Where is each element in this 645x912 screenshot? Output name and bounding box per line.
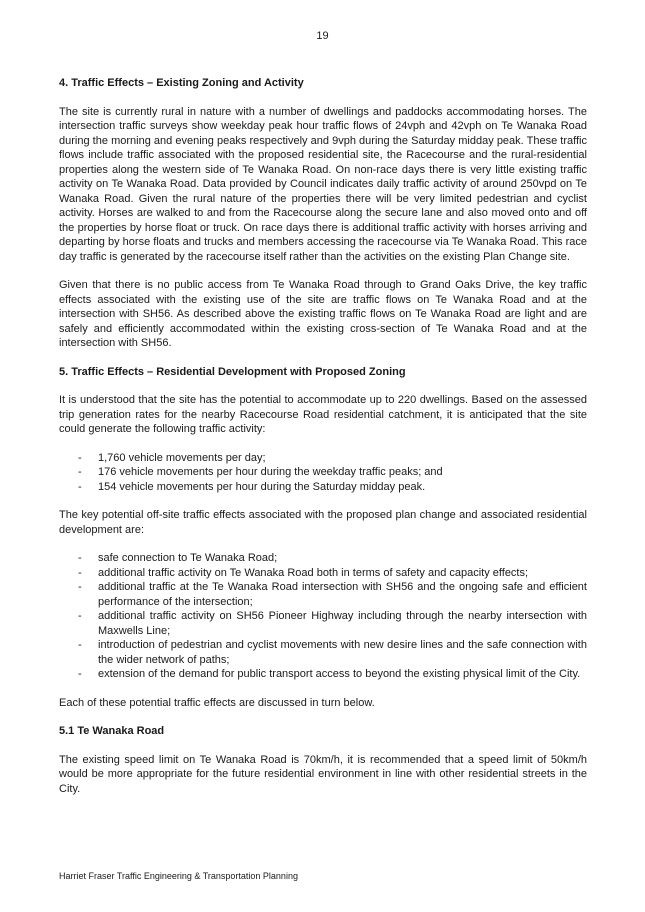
list-item: - 154 vehicle movements per hour during the Saturday midday peak. [59,480,587,495]
section-4-heading: 4. Traffic Effects – Existing Zoning and Activity [59,77,304,89]
section-5-paragraph-1: It is understood that the site has the potential to accommodate up to 220 dwellings. Based on the assessed trip generation rates for the nearby Racecourse Road residential catchment, it is anticipated that the site could generate the following traffic activity: [59,394,587,435]
traffic-activity-list [59,451,587,495]
list-item: - additional traffic activity on Te Wanaka Road both in terms of safety and capacity effects; [59,566,587,581]
section-5-paragraph-3: Each of these potential traffic effects are discussed in turn below. [59,696,375,709]
section-5-heading: 5. Traffic Effects – Residential Development with Proposed Zoning [59,365,406,378]
page-number: 19 [316,30,329,42]
section-5-1-paragraph-1: The existing speed limit on Te Wanaka Road is 70km/h, it is recommended that a speed limit of 50km/h would be more appropriate for the future residential environment in line with other residential streets in the City. [59,753,587,795]
page-footer: Harriet Fraser Traffic Engineering & Transportation Planning [59,871,298,881]
section-5-paragraph-2: The key potential off-site traffic effects associated with the proposed plan change and associated residential development are: [59,509,587,536]
section-4-paragraph-1: The site is currently rural in nature with a number of dwellings and paddocks accommodating horses. The intersection traffic surveys show weekday peak hour traffic flows of 24vph and 42vph on Te Wanaka Road during the morning and evening peaks respectively and 9vph during the Saturday midday peak. These traffic flows include traffic associated with the proposed residential site, the Racecourse and the rural-residential properties along the western side of Te Wanaka Road. On non-race days there is very little existing traffic activity on Te Wanaka Road. Data provided by Council indicates daily traffic activity of around 250vpd on Te Wanaka Road. Given the rural nature of the properties there will be very limited pedestrian and cyclist activity. Horses are walked to and from the Racecourse along the secure lane and also moved onto and off the properties by horse float or truck. On race days there is additional traffic activity with horses arriving and departing by horse floats and trucks and members accessing the racecourse via Te Wanaka Road. This race day traffic is generated by the racecourse itself rather than the activities on the existing Plan Change site. [59,105,587,263]
document-body [59,76,587,810]
list-item: - 176 vehicle movements per hour during the weekday traffic peaks; and [59,465,587,480]
list-item: - additional traffic activity on SH56 Pioneer Highway including through the nearby intersection with Maxwells Line; [59,609,587,638]
list-item: - extension of the demand for public transport access to beyond the existing physical limit of the City. [59,667,587,682]
list-item: - additional traffic at the Te Wanaka Road intersection with SH56 and the ongoing safe and efficient performance of the intersection; [59,580,587,609]
list-item: - 1,760 vehicle movements per day; [59,451,587,466]
list-item: - introduction of pedestrian and cyclist movements with new desire lines and the safe connection with the wider network of paths; [59,638,587,667]
section-5-1-heading: 5.1 Te Wanaka Road [59,725,165,737]
list-item: - safe connection to Te Wanaka Road; [59,551,587,566]
traffic-effects-list [59,551,587,682]
section-4-paragraph-2: Given that there is no public access from Te Wanaka Road through to Grand Oaks Drive, the key traffic effects associated with the existing use of the site are traffic flows on Te Wanaka Road and at the intersection with SH56. As described above the existing traffic flows on Te Wanaka Road are light and are safely and efficiently accommodated within the existing cross-section of Te Wanaka Road and at the intersection with SH56. [59,279,587,349]
